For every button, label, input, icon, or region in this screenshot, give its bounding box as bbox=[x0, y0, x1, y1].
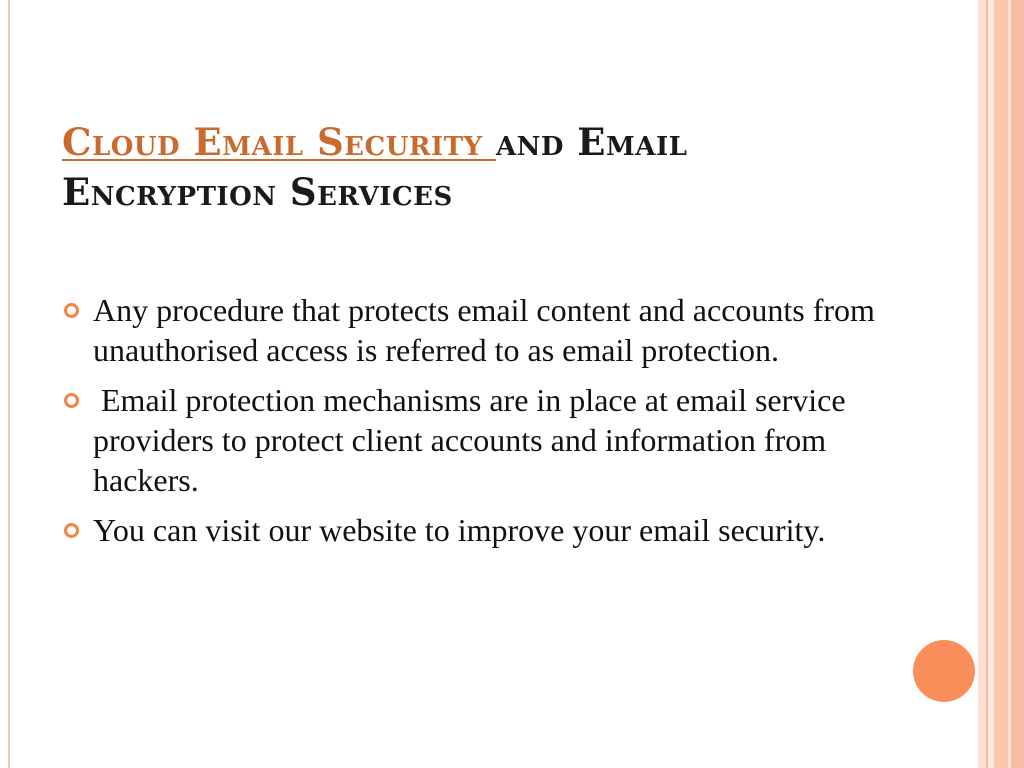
right-decorative-stripe bbox=[994, 0, 1008, 768]
left-frame-line bbox=[8, 0, 10, 768]
bullet-item bbox=[62, 290, 882, 370]
ring-bullet-icon bbox=[64, 303, 79, 318]
bullet-item bbox=[62, 510, 882, 550]
right-decorative-stripe bbox=[978, 0, 986, 768]
bullet-list bbox=[62, 290, 882, 560]
title-text: and Email Encryption Services bbox=[62, 119, 688, 214]
bullet-item bbox=[62, 380, 882, 500]
bullet-text: Email protection mechanisms are in place at email service providers to protect client accounts and information from hackers. bbox=[93, 382, 854, 498]
orange-circle-decoration bbox=[913, 640, 975, 702]
title-link[interactable]: Cloud Email Security bbox=[62, 119, 496, 164]
slide-title bbox=[62, 117, 842, 217]
bullet-text: Any procedure that protects email content and accounts from unauthorised access is referred to as email protection. bbox=[93, 292, 875, 368]
bullet-text: You can visit our website to improve your email security. bbox=[93, 512, 826, 548]
right-decorative-stripe bbox=[1011, 0, 1024, 768]
ring-bullet-icon bbox=[64, 393, 79, 408]
ring-bullet-icon bbox=[64, 523, 79, 538]
